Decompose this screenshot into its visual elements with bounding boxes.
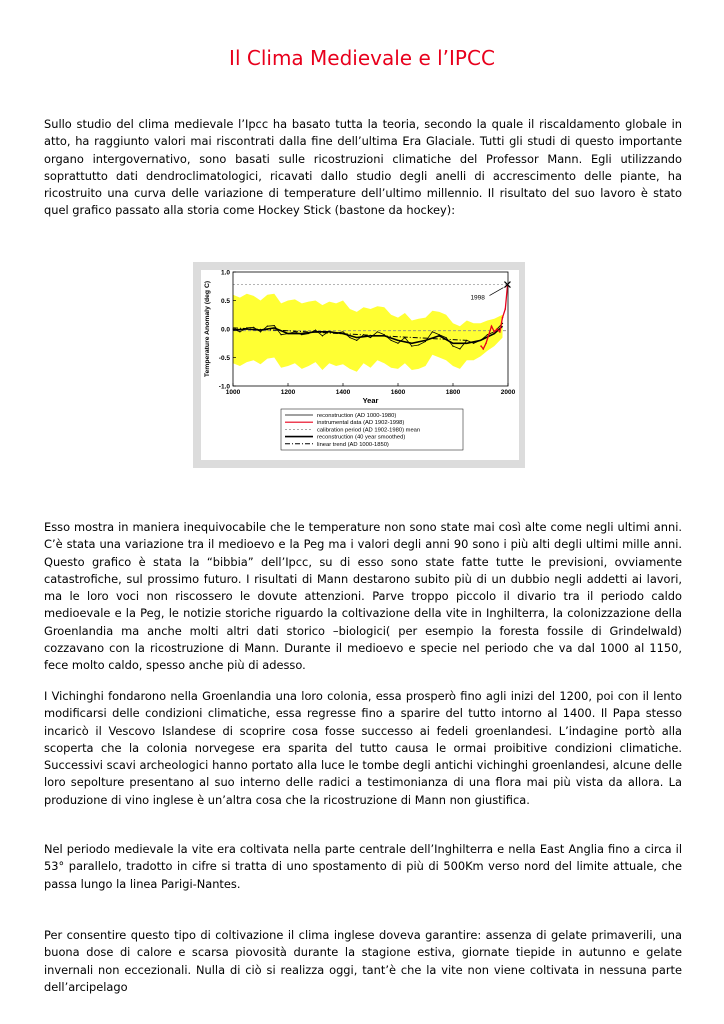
reconstruction-point	[473, 343, 474, 344]
instrumental-point	[480, 345, 482, 347]
reconstruction-point	[349, 337, 350, 338]
reconstruction-point	[281, 334, 282, 335]
x-tick-label: 1800	[445, 389, 461, 396]
page-title: Il Clima Medievale e l’IPCC	[229, 46, 495, 70]
reconstruction-point	[274, 325, 275, 326]
y-tick-label: -0.5	[218, 354, 230, 362]
reconstruction-point	[253, 327, 254, 328]
legend-label: reconstruction (40 year smoothed)	[317, 434, 406, 441]
reconstruction-point	[432, 331, 433, 332]
reconstruction-point	[370, 337, 371, 338]
y-tick-label: 0.0	[220, 326, 230, 334]
hockey-stick-chart	[193, 262, 525, 468]
reconstruction-point	[459, 348, 460, 349]
instrumental-point	[504, 308, 506, 310]
y-axis-label: Temperature Anomaly (deg C)	[204, 280, 211, 378]
reconstruction-point	[397, 343, 398, 344]
x-tick-label: 1200	[280, 389, 296, 396]
y-tick-label: 0.5	[220, 297, 230, 305]
annotation-label: 1998	[470, 294, 485, 302]
reconstruction-point	[391, 340, 392, 341]
reconstruction-point	[239, 331, 240, 332]
reconstruction-point	[452, 346, 453, 347]
paragraph-intro: Sullo studio del clima medievale l’Ipcc ha basato tutta la teoria, secondo la quale il riscaldamento globale in atto, ha raggiunto valori mai riscontrati dalla fine dell’ultima Era Glaciale. Tutti gli studi di questo importante organo intergovernativo, sono basati sulle ricostruzioni climatiche del Professor Mann. Egli utilizzando soprattutto dati dendroclimatologici, ricavati dallo studio degli anelli di accrescimento delle piante, ha ricostruito una curva delle variazione di temperature dell’ultimo millennio. Il risultato del suo lavoro è stato quel grafico passato alla storia come Hockey Stick (bastone da hockey):	[44, 117, 682, 218]
reconstruction-point	[411, 346, 412, 347]
x-tick-label: 1600	[390, 389, 406, 396]
reconstruction-point	[446, 337, 447, 338]
legend-label: linear trend (AD 1000-1850)	[317, 441, 389, 448]
instrumental-point	[499, 331, 501, 333]
instrumental-point	[496, 328, 498, 330]
paragraph-vikings: I Vichinghi fondarono nella Groenlandia una loro colonia, essa prosperò fino agli inizi del 1200, poi con il lento modificarsi delle condizioni climatiche, essa regresse fino a sparire del tutto intorno al 1400. Il Papa stesso incaricò il Vescovo Islandese di scoprire cosa fosse successo ai fedeli groenlandesi. L’indagine portò alla scoperta che la colonia norvegese era sparita del tutto causa le ormai proibitive condizioni climatiche. Successivi scavi archeologici hanno portato alla luce le tombe degli antichi vichinghi groenlandesi, alcune delle loro sepolture presentano al suo interno delle radici a testimonianza di una flora mai più vista da allora. La produzione di vino inglese è un’altra cosa che la ricostruzione di Mann non giustifica.	[44, 689, 682, 807]
reconstruction-point	[377, 331, 378, 332]
x-tick-label: 2000	[500, 389, 516, 396]
instrumental-point	[493, 331, 495, 333]
legend-label: calibration period (AD 1902-1980) mean	[317, 427, 421, 434]
legend-label: instrumental data (AD 1902-1998)	[317, 420, 405, 427]
reconstruction-point	[322, 335, 323, 336]
instrumental-point	[491, 325, 493, 327]
paragraph-climate: Per consentire questo tipo di coltivazione il clima inglese doveva garantire: assenza di gelate primaverili, una buona dose di calore e scarsa piovosità durante la stagione estiva, giornate tiepide in autunno e gelate invernali non eccezionali. Nulla di ciò si realizza oggi, tant’è che la vite non viene coltivata in nessuna parte dell’arcipelago	[44, 928, 682, 994]
reconstruction-point	[418, 344, 419, 345]
instrumental-point	[485, 342, 487, 344]
reconstruction-point	[260, 331, 261, 332]
x-tick-label: 1000	[225, 389, 241, 396]
paragraph-vineyards: Nel periodo medievale la vite era coltivata nella parte centrale dell’Inghilterra e nella East Anglia fino a circa il 53° parallelo, tradotto in cifre si tratta di uno spostamento di più di 500Km verso nord del limite attuale, che passa lungo la linea Parigi-Nantes.	[44, 842, 682, 891]
instrumental-point	[488, 334, 490, 336]
reconstruction-point	[315, 330, 316, 331]
y-tick-label: 1.0	[220, 269, 230, 277]
reconstruction-point	[342, 331, 343, 332]
x-axis-label: Year	[362, 396, 379, 405]
reconstruction-point	[267, 326, 268, 327]
instrumental-point	[502, 317, 504, 319]
legend-label: reconstruction (AD 1000-1980)	[317, 413, 397, 419]
paragraph-analysis: Esso mostra in maniera inequivocabile che le temperature non sono state mai così alte come negli ultimi anni. C’è stata una variazione tra il medioevo e la Peg ma i valori degli anni 90 sono i più alti degli ultimi mille anni. Questo grafico è stata la “bibbia” dell’Ipcc, su di esso sono state fatte tutte le previsioni, ovviamente catastrofiche, sul prossimo futuro. I risultati di Mann destarono subito più di un dubbio negli addetti ai lavori, ma le loro voci non riscossero le dovute attenzioni. Parve troppo piccolo il divario tra il periodo caldo medioevale e la Peg, le notizie storiche riguardo la coltivazione della vite in Inghilterra, la colonizzazione della Groenlandia ma anche molti altri dati storico –biologici( per esempio la foresta fossile di Grindelwald) cozzavano con la ricostruzione di Mann. Durante il medioevo e specie nel periodo che va dal 1000 al 1150, fece molto caldo, spesso anche più di adesso.	[44, 520, 682, 673]
reconstruction-point	[487, 334, 488, 335]
x-tick-label: 1400	[335, 389, 351, 396]
y-tick-label: -1.0	[218, 383, 230, 391]
reconstruction-point	[356, 340, 357, 341]
instrumental-point	[482, 348, 484, 350]
chart-svg	[193, 262, 525, 468]
